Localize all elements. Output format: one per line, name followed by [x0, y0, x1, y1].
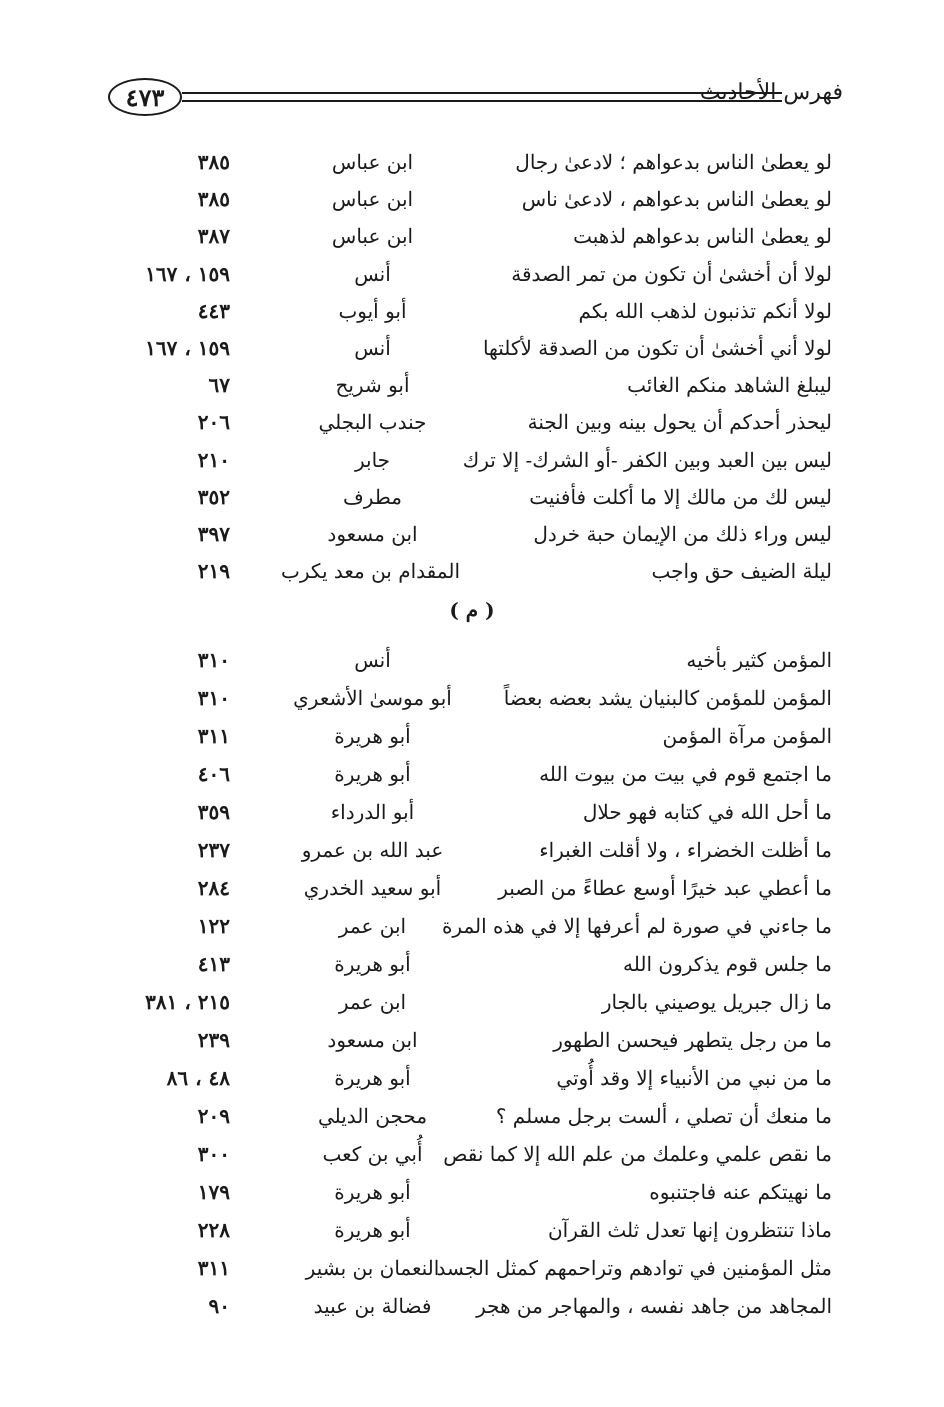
index-entry: [0, 522, 944, 558]
page-reference: ٩٠: [208, 1294, 230, 1318]
hadith-text: ما أعطي عبد خيرًا أوسع عطاءً من الصبر: [498, 876, 832, 900]
page-reference: ٤٠٦: [197, 762, 230, 786]
narrator: أبو هريرة: [334, 724, 411, 748]
hadith-text: ما اجتمع قوم في بيت من بيوت الله: [539, 762, 832, 786]
page-reference: ٢٠٦: [197, 410, 230, 435]
narrator: ابن عباس: [331, 150, 414, 174]
narrator: أبو هريرة: [334, 1066, 411, 1090]
hadith-text: ما منعك أن تصلي ، ألست برجل مسلم ؟: [495, 1104, 832, 1128]
index-entry: [0, 1104, 944, 1140]
header-rule: [182, 92, 782, 102]
narrator: ابن مسعود: [327, 1028, 418, 1052]
page-reference: ٣١١: [197, 724, 230, 748]
index-entry: [0, 336, 944, 372]
page-reference: ٤١٣: [197, 952, 230, 976]
index-entry: [0, 262, 944, 298]
narrator: ابن مسعود: [327, 522, 418, 546]
hadith-text: لولا أني أخشىٰ أن تكون من الصدقة لأكلتها: [482, 336, 832, 360]
hadith-text: ما نقص علمي وعلمك من علم الله إلا كما نقص: [443, 1142, 832, 1166]
index-entry: [0, 448, 944, 484]
page-reference: ٣٨٥: [197, 187, 230, 212]
index-entry: [0, 876, 944, 912]
hadith-text: لو يعطىٰ الناس بدعواهم ، لادعىٰ ناس: [521, 187, 832, 212]
page-reference: ٣٥٢: [197, 484, 230, 509]
narrator: أنس: [354, 336, 391, 360]
page-reference: ٤٤٣: [197, 298, 230, 323]
index-entry: [0, 1142, 944, 1178]
page-reference: ٣٨٧: [197, 224, 230, 249]
narrator: أبو هريرة: [334, 1218, 411, 1242]
hadith-text: ما من رجل يتطهر فيحسن الطهور: [553, 1028, 832, 1052]
hadith-text: مثل المؤمنين في توادهم وتراحمهم كمثل الجسد: [436, 1256, 832, 1280]
hadith-text: لو يعطىٰ الناس بدعواهم ؛ لادعىٰ رجال: [515, 150, 832, 174]
page-reference: ٦٧: [208, 373, 230, 398]
page-reference: ١٢٢: [197, 914, 230, 938]
index-entry: [0, 559, 944, 595]
hadith-text: ما جلس قوم يذكرون الله: [623, 952, 832, 976]
page-header: [108, 78, 843, 118]
index-entry: [0, 1294, 944, 1330]
index-entry: [0, 299, 944, 335]
narrator: أبو هريرة: [334, 1180, 411, 1204]
index-entry: [0, 187, 944, 223]
page-reference: ٤٨ ، ٨٦: [166, 1066, 230, 1090]
page-reference: ٢٠٩: [197, 1104, 230, 1128]
index-entry: [0, 762, 944, 798]
page-reference: ٣٩٧: [197, 522, 230, 546]
page-reference: ٣٨٥: [197, 150, 230, 174]
narrator: محجن الديلي: [317, 1104, 428, 1128]
hadith-text: ماذا تنتظرون إنها تعدل ثلث القرآن: [547, 1218, 832, 1242]
index-entry: [0, 485, 944, 521]
hadith-text: ليلة الضيف حق واجب: [651, 559, 832, 584]
page-reference: ٢٢٨: [197, 1218, 230, 1242]
hadith-text: ما من نبي من الأنبياء إلا وقد أُوتي: [556, 1066, 832, 1090]
hadith-text: لو يعطىٰ الناس بدعواهم لذهبت: [573, 224, 832, 249]
hadith-text: ما نهيتكم عنه فاجتنبوه: [649, 1180, 832, 1204]
index-entry: [0, 800, 944, 836]
hadith-text: ما أحل الله في كتابه فهو حلال: [582, 800, 832, 824]
hadith-text: ما زال جبريل يوصيني بالجار: [601, 990, 832, 1014]
index-entry: [0, 410, 944, 446]
index-entry: [0, 838, 944, 874]
page-title: فهرس الأحاديث: [699, 80, 843, 105]
page-reference: ١٥٩ ، ١٦٧: [145, 336, 230, 360]
page-reference: ٣٥٩: [197, 800, 230, 824]
hadith-text: ليس لك من مالك إلا ما أكلت فأفنيت: [529, 484, 832, 509]
index-entry: [0, 150, 944, 186]
index-entry: [0, 224, 944, 260]
narrator: أبو هريرة: [334, 762, 411, 786]
page-reference: ٢٣٧: [197, 838, 230, 862]
narrator: جندب البجلي: [318, 410, 427, 435]
index-entry: [0, 1218, 944, 1254]
hadith-text: ليحذر أحدكم أن يحول بينه وبين الجنة: [527, 410, 832, 435]
page-number-badge: [108, 78, 182, 116]
hadith-text: ليس بين العبد وبين الكفر -أو الشرك- إلا ترك: [462, 447, 832, 472]
hadith-text: لولا أنكم تذنبون لذهب الله بكم: [578, 298, 832, 323]
narrator: ابن عباس: [331, 224, 414, 249]
hadith-text: ليس وراء ذلك من الإيمان حبة خردل: [533, 522, 832, 546]
page-reference: ٢٨٤: [197, 876, 230, 900]
page-reference: ٢١٩: [197, 559, 230, 584]
narrator: المقدام بن معد يكرب: [281, 559, 460, 584]
hadith-text: المؤمن للمؤمن كالبنيان يشد بعضه بعضاً: [503, 686, 832, 710]
index-entry: [0, 648, 944, 684]
page-reference: ٢١٥ ، ٣٨١: [145, 990, 230, 1014]
index-entry: [0, 1256, 944, 1292]
narrator: أنس: [354, 648, 391, 672]
page-reference: ٣٠٠: [197, 1142, 230, 1166]
narrator: أبو الدرداء: [330, 800, 415, 824]
narrator: ابن عباس: [331, 187, 414, 212]
narrator: أبو أيوب: [338, 298, 407, 323]
index-entry: [0, 990, 944, 1026]
index-entry: [0, 914, 944, 950]
hadith-text: ما جاءني في صورة لم أعرفها إلا في هذه المرة: [441, 914, 832, 938]
narrator: النعمان بن بشير: [305, 1256, 440, 1280]
narrator: ابن عمر: [338, 990, 407, 1014]
index-entry: [0, 952, 944, 988]
page-reference: ٣١١: [197, 1256, 230, 1280]
hadith-text: ما أظلت الخضراء ، ولا أقلت الغبراء: [539, 838, 832, 862]
narrator: عبد الله بن عمرو: [301, 838, 444, 862]
narrator: أنس: [354, 261, 391, 286]
index-entry: [0, 686, 944, 722]
index-entry: [0, 1028, 944, 1064]
page-reference: ٢١٠: [197, 447, 230, 472]
page-number: ٤٧٣: [125, 82, 165, 112]
narrator: أبو موسىٰ الأشعري: [293, 686, 452, 710]
index-entry: [0, 373, 944, 409]
narrator: أُبي بن كعب: [322, 1142, 423, 1166]
hadith-text: المجاهد من جاهد نفسه ، والمهاجر من هجر: [476, 1294, 832, 1318]
index-entry: [0, 1180, 944, 1216]
hadith-text: ليبلغ الشاهد منكم الغائب: [627, 373, 832, 398]
page-reference: ٢٣٩: [197, 1028, 230, 1052]
narrator: أبو شريح: [335, 373, 410, 398]
narrator: أبو سعيد الخدري: [303, 876, 442, 900]
narrator: فضالة بن عبيد: [313, 1294, 432, 1318]
index-entry: [0, 724, 944, 760]
page-reference: ١٧٩: [197, 1180, 230, 1204]
narrator: ابن عمر: [338, 914, 407, 938]
page-reference: ٣١٠: [197, 686, 230, 710]
narrator: أبو هريرة: [334, 952, 411, 976]
narrator: جابر: [354, 447, 391, 472]
page-reference: ٣١٠: [197, 648, 230, 672]
hadith-text: لولا أن أخشىٰ أن تكون من تمر الصدقة: [511, 261, 832, 286]
hadith-text: المؤمن مرآة المؤمن: [662, 724, 832, 748]
section-heading: ( م ): [449, 598, 495, 623]
narrator: مطرف: [343, 484, 402, 509]
page-reference: ١٥٩ ، ١٦٧: [145, 261, 230, 286]
index-entry: [0, 1066, 944, 1102]
hadith-text: المؤمن كثير بأخيه: [686, 648, 832, 672]
